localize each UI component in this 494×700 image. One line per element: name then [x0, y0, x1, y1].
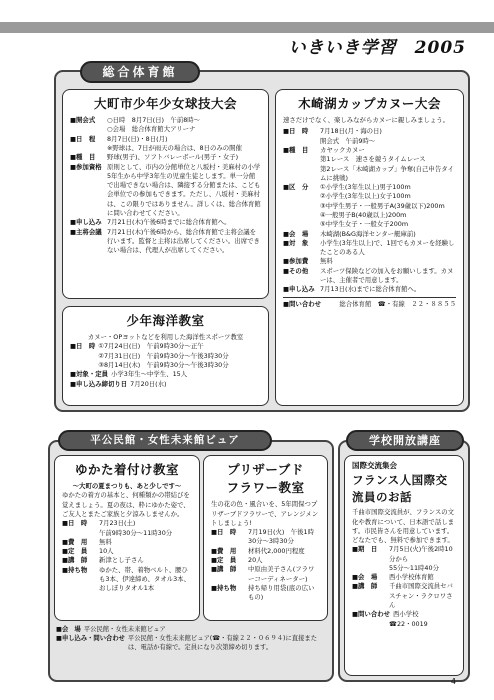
detail-row	[62, 519, 192, 528]
detail-row	[283, 146, 456, 155]
detail-label: ■日 時	[62, 519, 88, 528]
detail-row	[70, 135, 261, 144]
yacht-class-intro: カヌー・OPヨットなどを利用した海洋性スポーツ教室	[87, 333, 244, 342]
detail-label	[283, 137, 317, 146]
detail-label: ■区 分	[283, 183, 309, 192]
detail-text: 20人	[248, 555, 263, 564]
detail-row	[62, 547, 192, 556]
detail-label: ■会 場	[352, 573, 378, 582]
detail-row	[62, 566, 192, 594]
detail-label: ■参加資格	[70, 162, 102, 171]
detail-row	[283, 267, 456, 286]
detail-label: ■種 目	[70, 153, 96, 162]
detail-row	[283, 211, 456, 220]
detail-text: 第2レース「木崎湖カップ」争奪(自己申告タイムに挑戦)	[320, 164, 454, 182]
gym-heading: 総合体育館	[80, 61, 200, 83]
detail-row	[283, 285, 456, 294]
detail-label	[283, 220, 317, 229]
detail-row	[283, 239, 456, 258]
detail-label: ■開会式	[70, 116, 96, 125]
detail-label	[62, 529, 96, 538]
detail-row	[352, 582, 456, 610]
detail-label	[352, 564, 386, 573]
detail-text: ①小学生(3年生以上)男子100m	[320, 183, 411, 192]
detail-text: 西小学校体育館	[389, 573, 434, 582]
canoe-race-details	[283, 127, 456, 294]
detail-text: 7月13日(水)までに総合体育館へ。	[320, 285, 421, 294]
detail-label: ■問い合わせ	[352, 610, 390, 619]
detail-label	[70, 125, 104, 134]
detail-row	[283, 127, 456, 136]
detail-row	[283, 183, 456, 192]
detail-row	[70, 116, 261, 125]
detail-row	[211, 528, 320, 547]
detail-text: 8月7日(日)・8日(月)	[107, 134, 168, 143]
yacht-date-2: ②7月31日(日) 午前9時30分～午後3時30分	[98, 351, 229, 360]
yukata-class-intro: ゆかたの着方の基本と、何種類かの帯結びを覚えましょう。夏の夜は、粋にゆかた姿で、ご友人とまたご家族と夕涼みしませんか。	[62, 491, 190, 518]
detail-label: ■講 師	[352, 582, 378, 591]
detail-row	[283, 220, 456, 229]
detail-row	[211, 565, 320, 584]
yukata-class-box	[54, 455, 200, 621]
detail-row	[283, 155, 456, 164]
detail-label: ■参加費	[283, 257, 309, 266]
detail-text: 7月5日(火)午後2時10分から	[389, 545, 453, 563]
youth-tournament-box	[62, 89, 269, 299]
detail-row	[283, 165, 456, 184]
detail-label	[70, 144, 104, 153]
detail-label: ■申し込み	[283, 285, 315, 294]
detail-text: 開会式 午前9時～	[320, 136, 376, 145]
yacht-class-box	[62, 306, 269, 406]
detail-row	[211, 547, 320, 556]
detail-text: 午前9時30分～11時30分	[99, 528, 173, 537]
detail-label: ■定 員	[211, 555, 237, 564]
flower-class-title-1: プリザーブド	[227, 462, 304, 477]
detail-label	[352, 620, 386, 629]
kominkan-apply: 平公民館・女性未来館ビュア(☎・有線２２・０６９４)に直接または、電話か有線で。定員になり次第締め切ります。	[127, 635, 317, 652]
detail-label: ■その他	[283, 266, 309, 275]
detail-row	[70, 163, 261, 219]
detail-text: 千曲市国際交流員セバスチャン・ラクロワさん	[389, 582, 453, 610]
detail-row	[211, 556, 320, 565]
yacht-deadline: 7月20日(水)	[130, 379, 167, 388]
detail-row	[283, 230, 456, 239]
detail-text: ☎22・0019	[389, 619, 428, 628]
canoe-race-intro: 速さだけでなく、楽しみながらカヌーに親しみましょう。	[283, 116, 450, 125]
detail-label	[283, 211, 317, 220]
detail-text: 材料代2,000円程度	[248, 546, 305, 555]
detail-label: ■会 場	[283, 229, 309, 238]
kominkan-venue: 平公民館・女性未来館ビュア	[83, 626, 166, 633]
kominkan-venue-label: ■会 場	[56, 626, 81, 633]
yacht-date-label: ■日 時	[70, 342, 96, 351]
detail-text: 原則として、市内の分館単位と八坂村・美麻村の小学5年生から中学3年生の児童生徒とします。単一分館で出場できない場合は、隣接する分館または、こども会単位での参加もできます。ただし、八坂村・美麻村は、この限りではありません。詳しくは、総合体育館に問い合わせてください。	[107, 162, 261, 217]
kominkan-apply-label: ■申し込み・問い合わせ	[56, 635, 125, 643]
detail-label	[283, 155, 317, 164]
detail-text: 7月23日(土)	[99, 519, 136, 528]
page-number: 4	[450, 677, 456, 687]
detail-row	[70, 144, 261, 153]
detail-text: スポーツ保険などの加入をお願いします。カヌーは、主催者で用意します。	[320, 266, 454, 284]
canoe-contact: 総合体育館 ☎・有線 ２２・８８５５	[339, 300, 456, 309]
detail-text: ※野球は、7日が雨天の場合は、8日のみの開催	[107, 143, 242, 152]
detail-label	[283, 202, 317, 211]
detail-label: ■定 員	[62, 547, 88, 556]
detail-text: カヤックカヌー	[320, 145, 365, 154]
flower-class-intro: 生の花の色・風合いを、5年間保つプリザーブドフラワーで、アレンジメントしましょう!	[211, 500, 319, 527]
detail-text: ○会場 総合体育館大アリーナ	[107, 125, 196, 134]
detail-text: 第1レース 速さを競うタイムレース	[320, 155, 426, 164]
detail-text: 7月21日(木)午後6時から、総合体育館で主将会議を行います。監督と主将は出席してください。出席できない場合は、代理人が出席してください。	[107, 227, 260, 255]
detail-label	[283, 165, 317, 184]
detail-row	[211, 584, 320, 603]
detail-label: ■日 時	[211, 528, 237, 537]
detail-row	[352, 610, 456, 619]
youth-tournament-title: 大町市少年少女球技大会	[93, 96, 237, 111]
detail-row	[283, 257, 456, 266]
detail-text: 7月18日(月・海の日)	[320, 127, 382, 136]
detail-text: 無料	[320, 257, 333, 266]
school-lecture-intro: 千曲市国際交流員が、フランスの文化や教育について、日本語で話します。市民皆さんを用意しています。どなたでも、無料で参加できます。	[352, 508, 455, 545]
yacht-date-1: ①7月24日(日) 午前9時30分～正午	[98, 342, 204, 351]
detail-label: ■日 時	[283, 127, 309, 136]
detail-label: ■費 用	[211, 546, 237, 555]
detail-row	[352, 564, 456, 573]
yacht-class-title: 少年海洋教室	[126, 313, 205, 328]
school-lecture-box	[344, 455, 464, 676]
detail-text: ④一般男子B(40歳以上)200m	[320, 210, 407, 219]
school-lecture-details	[352, 545, 456, 629]
kominkan-footer	[56, 625, 326, 652]
detail-text: 中原由美子さん(フラワーコーディネーター)	[248, 565, 315, 583]
detail-text: 小学生(3年生以上)で、1回でもカヌーを経験したことのある人	[320, 238, 455, 257]
detail-text: ③中学生男子・一般男子A(39歳以下)200m	[320, 201, 445, 210]
detail-text: 新津とし子さん	[99, 556, 144, 565]
detail-row	[62, 538, 192, 547]
detail-row	[62, 556, 192, 565]
detail-label: ■種 目	[283, 145, 309, 154]
detail-row	[70, 125, 261, 134]
detail-label: ■申し込み	[70, 218, 102, 227]
detail-row	[70, 153, 261, 162]
detail-label: ■講 師	[211, 565, 237, 574]
detail-text: ○日時 8月7日(日) 午前8時～	[107, 116, 201, 125]
detail-label: ■対 象	[283, 238, 309, 247]
detail-row	[70, 228, 261, 256]
detail-label	[283, 192, 317, 201]
school-lecture-title: フランス人国際交流員のお話	[352, 472, 448, 504]
detail-label: ■費 用	[62, 537, 88, 546]
detail-row	[283, 192, 456, 201]
yacht-target-label: ■対象・定員	[70, 370, 108, 379]
detail-row	[70, 218, 261, 227]
detail-text: 55分～11時40分	[389, 563, 439, 572]
yukata-class-title: ゆかた着付け教室	[74, 462, 179, 477]
detail-row	[352, 620, 456, 629]
detail-text: 持ち帰り用袋(底の広いもの)	[248, 583, 315, 602]
detail-label: ■講 師	[62, 556, 88, 565]
yacht-deadline-label: ■申し込み締切り日	[70, 379, 128, 388]
detail-label: ■期 日	[352, 545, 378, 554]
detail-text: ⑤中学生女子・一般女子200m	[320, 220, 409, 229]
detail-text: 10人	[99, 547, 114, 556]
brand-title: いきいき学習 2005	[288, 38, 466, 58]
detail-text: ②小学生(3年生以上)女子100m	[320, 192, 411, 201]
yukata-class-subtitle: ～大町の夏まつりも、あと少しです～	[72, 482, 182, 491]
youth-tournament-details	[70, 116, 261, 255]
detail-row	[62, 529, 192, 538]
flower-class-box	[203, 455, 328, 621]
detail-text: 西小学校	[393, 610, 419, 619]
yacht-date-3: ③8月14日(木) 午前9時30分～午後3時30分	[98, 360, 229, 369]
school-lecture-lead: 国際交流集会	[352, 461, 397, 470]
school-heading: 学校開放講座	[346, 430, 464, 451]
detail-label: ■持ち物	[211, 583, 237, 592]
detail-text: 7月21日(木)午後6時までに総合体育館へ。	[107, 218, 231, 227]
detail-text: 野球(男子)、ソフトバレーボール(男子・女子)	[107, 153, 239, 162]
detail-text: 無料	[99, 537, 112, 546]
canoe-race-title: 木崎湖カップカヌー大会	[298, 96, 441, 111]
detail-text: 木崎湖(B&G海洋センター艇庫前)	[320, 229, 416, 238]
detail-label: ■持ち物	[62, 565, 88, 574]
detail-row	[352, 545, 456, 564]
detail-label: ■日 程	[70, 134, 96, 143]
canoe-race-box	[275, 89, 464, 406]
detail-row	[283, 137, 456, 146]
canoe-contact-label: ■問い合わせ	[283, 300, 321, 309]
yukata-class-details	[62, 519, 192, 593]
detail-row	[283, 202, 456, 211]
header-band	[0, 22, 494, 33]
kominkan-heading: 平公民館・女性未来館ビュア	[58, 430, 272, 451]
flower-class-details	[211, 528, 320, 602]
detail-label: ■主将会議	[70, 227, 102, 236]
flower-class-title-2: フラワー教室	[226, 480, 305, 496]
detail-text: 7月19日(火) 午後1時30分～3時30分	[248, 528, 314, 546]
detail-text: ゆかた、帯、着物ベルト、腰ひも3本、伊達締め、タオル3本、おしぼりタオル1本	[99, 565, 190, 593]
yacht-target: 小学3年生～中学生、15人	[111, 370, 188, 379]
